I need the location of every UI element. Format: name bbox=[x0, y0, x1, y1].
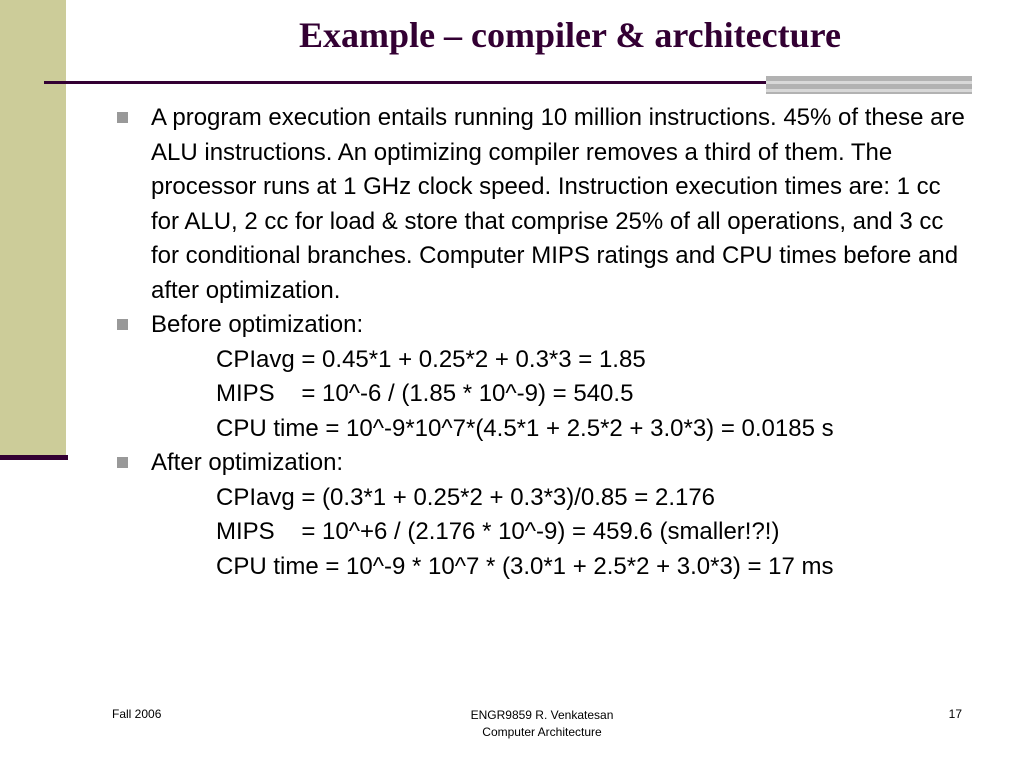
bullet-item-before bbox=[114, 308, 994, 343]
before-cputime-line: CPU time = 10^-9*10^7*(4.5*1 + 2.5*2 + 3.0*3) = 0.0185 s bbox=[216, 414, 834, 442]
problem-statement: A program execution entails running 10 million instructions. 45% of these are ALU instructions. An optimizing compiler removes a third of them. The processor runs at 1 GHz clock speed. Instruction execution times are: 1 cc for ALU, 2 cc for load & store that comprise 25% of all operations, and 3 cc for conditional branches. Computer MIPS ratings and CPU times before and after optimization. bbox=[151, 104, 965, 304]
square-bullet-icon bbox=[117, 457, 128, 468]
after-cpi-line: CPIavg = (0.3*1 + 0.25*2 + 0.3*3)/0.85 = 2.176 bbox=[216, 483, 716, 511]
bullet-item-problem bbox=[114, 101, 994, 308]
side-decoration-rule bbox=[0, 455, 68, 460]
footer-course-line1: ENGR9859 R. Venkatesan bbox=[470, 708, 614, 722]
corner-decoration-bar bbox=[766, 76, 972, 94]
page-number: 17 bbox=[948, 707, 962, 721]
square-bullet-icon bbox=[117, 112, 128, 123]
before-mips-line: MIPS = 10^-6 / (1.85 * 10^-9) = 540.5 bbox=[216, 380, 634, 407]
bullet-item-after bbox=[114, 446, 994, 481]
after-heading: After optimization: bbox=[151, 449, 344, 476]
square-bullet-icon bbox=[117, 319, 128, 330]
footer-course bbox=[412, 707, 672, 741]
footer-course-line2: Computer Architecture bbox=[482, 725, 602, 739]
side-decoration-band bbox=[0, 0, 66, 455]
after-cputime-line: CPU time = 10^-9 * 10^7 * (3.0*1 + 2.5*2 + 3.0*3) = 17 ms bbox=[216, 552, 834, 580]
before-cpi-line: CPIavg = 0.45*1 + 0.25*2 + 0.3*3 = 1.85 bbox=[216, 345, 646, 373]
slide-title: Example – compiler & architecture bbox=[299, 15, 841, 55]
before-heading: Before optimization: bbox=[151, 311, 364, 338]
after-mips-line: MIPS = 10^+6 / (2.176 * 10^-9) = 459.6 (smaller!?!) bbox=[216, 518, 780, 545]
footer-date: Fall 2006 bbox=[112, 707, 162, 721]
slide-body bbox=[114, 101, 994, 584]
